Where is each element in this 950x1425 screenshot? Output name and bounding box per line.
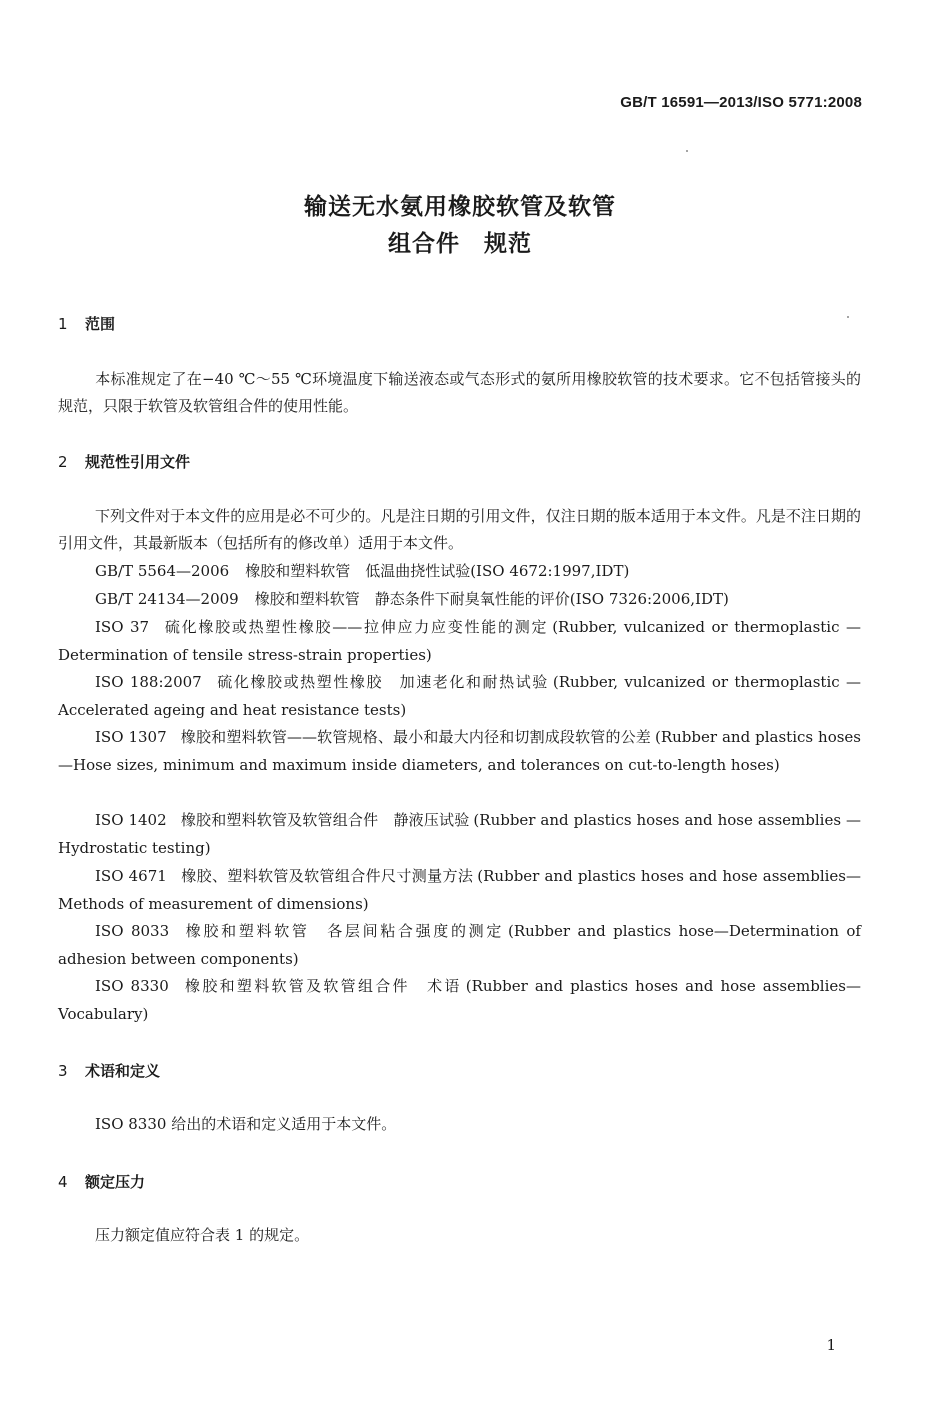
- document-title-line-2: 组合件 规范: [388, 231, 532, 257]
- section-title: 术语和定义: [85, 1062, 161, 1080]
- section-number: 3: [58, 1062, 68, 1080]
- reference-iso-188: ISO 188:2007 硫化橡胶或热塑性橡胶 加速老化和耐热试验 (Rubber, vulcanized or thermoplastic —Accelerated ageing and heat resistance tests): [58, 673, 861, 719]
- scan-speck: [686, 150, 688, 152]
- section-4-paragraph: 压力额定值应符合表 1 的规定。: [95, 1226, 310, 1244]
- section-number: 2: [58, 453, 68, 471]
- section-number: 4: [58, 1173, 68, 1191]
- section-title: 范围: [85, 315, 116, 333]
- section-title: 规范性引用文件: [85, 453, 191, 471]
- section-number: 1: [58, 315, 68, 333]
- section-3-heading: [58, 1060, 160, 1081]
- reference-iso-1307: ISO 1307 橡胶和塑料软管——软管规格、最小和最大内径和切割成段软管的公差 (Rubber and plastics hoses—Hose sizes, minimum and maximum inside diameters, and tolerances on cut-to-length hoses): [58, 728, 861, 774]
- reference-iso-8033: ISO 8033 橡胶和塑料软管 各层间粘合强度的测定 (Rubber and plastics hose—Determination of adhesion between components): [58, 922, 861, 968]
- reference-gbt-24134: GB/T 24134—2009 橡胶和塑料软管 静态条件下耐臭氧性能的评价(ISO 7326:2006,IDT): [95, 590, 729, 608]
- section-title: 额定压力: [85, 1173, 146, 1191]
- standard-code: GB/T 16591—2013/ISO 5771:2008: [620, 94, 862, 111]
- section-1-paragraph: 本标准规定了在−40 ℃～55 ℃环境温度下输送液态或气态形式的氨所用橡胶软管的技术要求。它不包括管接头的规范，只限于软管及软管组合件的使用性能。: [58, 370, 861, 415]
- reference-gbt-5564: GB/T 5564—2006 橡胶和塑料软管 低温曲挠性试验(ISO 4672:1997,IDT): [95, 562, 630, 580]
- section-2-heading: [58, 451, 190, 472]
- reference-iso-4671: ISO 4671 橡胶、塑料软管及软管组合件尺寸测量方法 (Rubber and plastics hoses and hose assemblies—Methods of measurement of dimensions): [58, 867, 861, 913]
- section-3-paragraph: ISO 8330 给出的术语和定义适用于本文件。: [95, 1115, 397, 1133]
- reference-iso-8330: ISO 8330 橡胶和塑料软管及软管组合件 术语 (Rubber and plastics hoses and hose assemblies—Vocabulary): [58, 977, 861, 1023]
- reference-iso-37: ISO 37 硫化橡胶或热塑性橡胶——拉伸应力应变性能的测定 (Rubber, vulcanized or thermoplastic —Determination of tensile stress-strain properties): [58, 618, 861, 664]
- scan-speck: [847, 316, 849, 318]
- section-2-paragraph: 下列文件对于本文件的应用是必不可少的。凡是注日期的引用文件，仅注日期的版本适用于本文件。凡是不注日期的引用文件，其最新版本（包括所有的修改单）适用于本文件。: [58, 507, 861, 552]
- section-4-heading: [58, 1171, 145, 1192]
- reference-iso-1402: ISO 1402 橡胶和塑料软管及软管组合件 静液压试验 (Rubber and plastics hoses and hose assemblies —Hydrostatic testing): [58, 811, 861, 857]
- section-1-heading: [58, 313, 115, 334]
- page-number: 1: [826, 1336, 836, 1354]
- document-title-line-1: 输送无水氨用橡胶软管及软管: [304, 194, 616, 220]
